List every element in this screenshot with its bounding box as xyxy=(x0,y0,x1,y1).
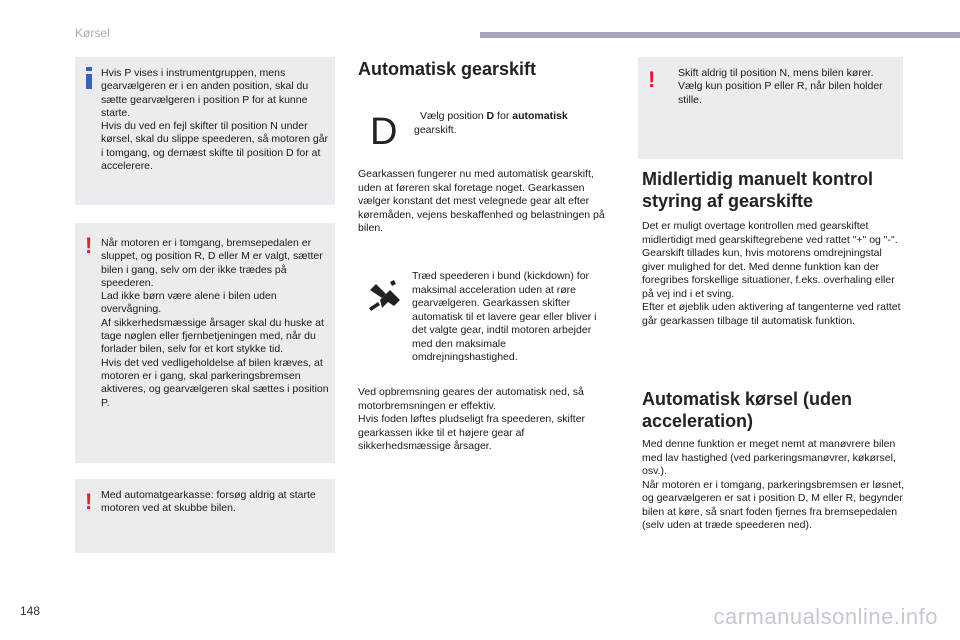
warning-box-text: Med automatgearkasse: forsøg aldrig at starte motoren ved at skubbe bilen. xyxy=(101,489,316,515)
header-bar xyxy=(480,32,960,38)
warning-box xyxy=(75,223,335,463)
info-box-text: Hvis P vises i instrumentgruppen, mens gearvælgeren er i en anden position, skal du sætte gearvælgeren i position P for at kunne starte. Hvis du ved en fejl skifter til position N under kørsel, skal du slippe speederen, så motoren går i tomgang, og dernæst skifte til position D for at accelerere. xyxy=(101,67,329,173)
section-heading: Automatisk kørsel (uden acceleration) xyxy=(642,389,853,431)
gear-position-letter: D xyxy=(370,111,398,153)
info-box xyxy=(75,57,335,205)
watermark: carmanualsonline.info xyxy=(713,604,938,629)
paragraph: Det er muligt overtage kontrollen med gearskiftet midlertidigt med gearskiftegrebene ved rattet "+" og "-". Gearskift tillades kun, hvis motorens omdrejningstal giver mulighed for det. Med denne funktion kan der foregribes forskellige situationer, f.eks. overhaling eller på vej ind i et sving. Efter et øjeblik uden aktivering af tangenterne ved rattet går gearkassen tilbage til automatisk funktion. xyxy=(642,220,901,327)
info-icon xyxy=(85,67,93,93)
pedal-kickdown-icon xyxy=(366,278,402,314)
warning-box-text: Skift aldrig til position N, mens bilen kører. Vælg kun position P eller R, når bilen holder stille. xyxy=(678,67,883,106)
section-title: Kørsel xyxy=(75,26,110,40)
warning-icon: ! xyxy=(85,489,93,514)
kickdown-text: Træd speederen i bund (kickdown) for maksimal acceleration uden at røre gearvælgeren. Gearkassen skifter automatisk til et lavere gear eller bliver i det valgte gear, indtil motoren arbejder med den maksimale omdrejningshastighed. xyxy=(412,270,597,363)
paragraph: Ved opbremsning geares der automatisk ned, så motorbremsningen er effektiv. Hvis foden løftes pludseligt fra speederen, skifter gearkassen ikke til et højere gear af sikkerhedsmæssige årsager. xyxy=(358,386,586,452)
warning-icon: ! xyxy=(648,67,656,92)
section-heading: Automatisk gearskift xyxy=(358,59,537,79)
section-heading: Midlertidig manuelt kontrol styring af gearskifte xyxy=(642,169,874,211)
warning-box-neutral xyxy=(638,57,903,159)
paragraph: Gearkassen fungerer nu med automatisk gearskift, uden at føreren skal foretage noget. Gearkassen vælger konstant det mest velegnede gear alt efter køremåden, vejens beskaffenhed og belastningen på bilen. xyxy=(358,168,605,234)
warning-icon: ! xyxy=(85,233,93,258)
warning-box-pushstart xyxy=(75,479,335,553)
warning-box-text: Når motoren er i tomgang, bremsepedalen er sluppet, og position R, D eller M er valgt, sætter bilen i gang, selv om der ikke trædes på speederen. Lad ikke børn være alene i bilen uden overvågning. Af sikkerhedsmæssige årsager skal du huske at tage nøglen eller fjernbetjeningen med, når du forlader bilen, selv for et kort stykke tid. Hvis det ved vedligeholdelse af bilen kræves, at motoren er i gang, skal parkeringsbremsen aktiveres, og gearvælgeren skal sættes i position P. xyxy=(101,237,329,409)
instruction: Vælg position D for automatisk gearskift. xyxy=(414,110,568,136)
page-number: 148 xyxy=(20,604,41,618)
paragraph: Med denne funktion er meget nemt at manøvrere bilen med lav hastighed (ved parkeringsmanøvrer, køkørsel, osv.). Når motoren er i tomgang, parkeringsbremsen er løsnet, og gearvælgeren er sat i position D, M eller R, begynder bilen at køre, så snart foden fjernes fra bremsepedalen (selv uden at træde speederen ned). xyxy=(642,438,905,531)
